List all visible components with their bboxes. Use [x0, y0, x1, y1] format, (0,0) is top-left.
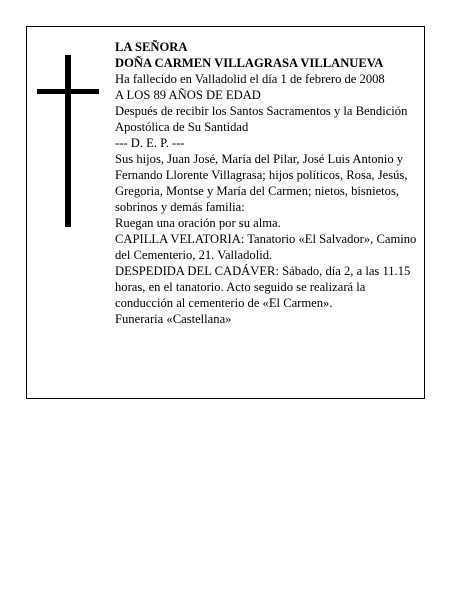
- prayer-line: Ruegan una oración por su alma.: [115, 216, 281, 230]
- age-line: A LOS 89 AÑOS DE EDAD: [115, 88, 261, 102]
- notice-title: LA SEÑORA: [115, 40, 188, 54]
- obituary-notice: [26, 26, 425, 399]
- sacraments-line: Después de recibir los Santos Sacramentos y la Bendición Apostólica de Su Santidad: [115, 104, 408, 134]
- funeral-home: Funeraria «Castellana»: [115, 312, 232, 326]
- death-line: Ha fallecido en Valladolid el día 1 de febrero de 2008: [115, 72, 385, 86]
- cross-horizontal-bar: [37, 89, 99, 94]
- chapel-info: CAPILLA VELATORIA: Tanatorio «El Salvador», Camino del Cementerio, 21. Valladolid.: [115, 232, 417, 262]
- dep-line: --- D. E. P. ---: [115, 136, 185, 150]
- farewell-info: DESPEDIDA DEL CADÁVER: Sábado, día 2, a las 11.15 horas, en el tanatorio. Acto seguido se realizará la conducción al cementerio de «El Carmen».: [115, 264, 411, 310]
- obituary-text: [115, 39, 425, 327]
- deceased-name: DOÑA CARMEN VILLAGRASA VILLANUEVA: [115, 56, 384, 70]
- latin-cross-icon: [37, 55, 99, 227]
- family-paragraph: Sus hijos, Juan José, María del Pilar, José Luis Antonio y Fernando Llorente Villagrasa; hijos políticos, Rosa, Jesús, Gregoria, Montse y María del Carmen; nietos, bisnietos, sobrinos y demás familia:: [115, 152, 408, 214]
- cross-vertical-bar: [65, 55, 71, 227]
